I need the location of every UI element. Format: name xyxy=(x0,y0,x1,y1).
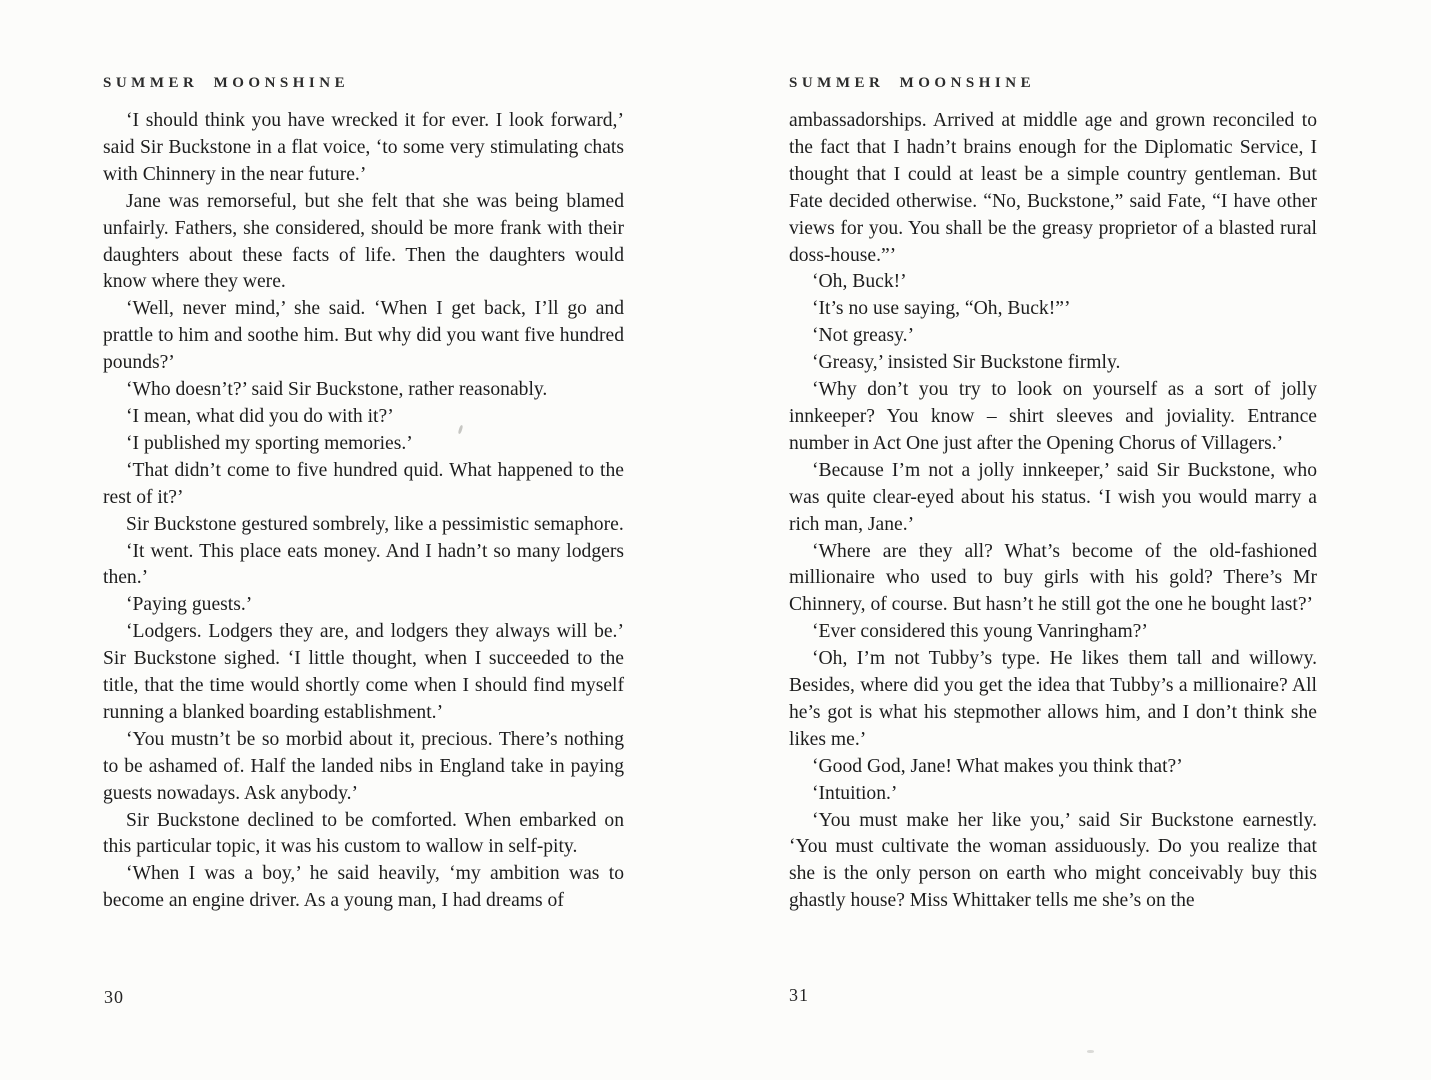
paragraph: ‘Lodgers. Lodgers they are, and lodgers they always will be.’ Sir Buckstone sighed. ‘I little thought, when I succeeded to the title, that the time would shortly come when I should find myself running a blanked boarding establishment.’ xyxy=(103,621,624,723)
page-text-left xyxy=(103,108,624,915)
running-head-left: SUMMER MOONSHINE xyxy=(103,75,350,91)
paragraph: Sir Buckstone declined to be comforted. When embarked on this particular topic, it was his custom to wallow in self-pity. xyxy=(103,809,624,858)
paragraph: ‘You mustn’t be so morbid about it, precious. There’s nothing to be ashamed of. Half the landed nibs in England take in paying guests nowadays. Ask anybody.’ xyxy=(103,728,624,804)
paragraph: ‘Oh, Buck!’ xyxy=(812,271,907,293)
paragraph: Jane was remorseful, but she felt that she was being blamed unfairly. Fathers, she considered, should be more frank with their daughters about these facts of life. Then the daughters would know where they were. xyxy=(103,190,624,293)
page-right xyxy=(789,70,1317,915)
paragraph: ‘I should think you have wrecked it for ever. I look forward,’ said Sir Buckstone in a flat voice, ‘to some very stimulating chats with Chinnery in the near future.’ xyxy=(103,110,624,185)
paragraph: ‘Well, never mind,’ she said. ‘When I get back, I’ll go and prattle to him and soothe him. But why did you want five hundred pounds?’ xyxy=(103,298,624,374)
paragraph: ‘It went. This place eats money. And I hadn’t so many lodgers then.’ xyxy=(103,540,624,589)
paragraph: ‘Not greasy.’ xyxy=(812,325,915,347)
page-left xyxy=(103,70,624,915)
paragraph: ‘Why don’t you try to look on yourself as a sort of jolly innkeeper? You know – shirt sleeves and joviality. Entrance number in Act One just after the Opening Chorus of Villagers.’ xyxy=(789,379,1317,454)
paragraph: ‘Who doesn’t?’ said Sir Buckstone, rather reasonably. xyxy=(126,379,548,401)
paragraph: ‘You must make her like you,’ said Sir Buckstone earnestly. ‘You must cultivate the woman assiduously. Do you realize that she is the only person on earth who might conceivably buy this ghastly house? Miss Whittaker tells me she’s on the xyxy=(789,809,1317,912)
paragraph: ‘That didn’t come to five hundred quid. What happened to the rest of it?’ xyxy=(103,459,624,508)
paragraph: ‘Because I’m not a jolly innkeeper,’ said Sir Buckstone, who was quite clear-eyed about his status. ‘I wish you would marry a rich man, Jane.’ xyxy=(789,459,1317,535)
paragraph: ‘Where are they all? What’s become of the old-fashioned millionaire who used to buy girls with his gold? There’s Mr Chinnery, of course. But hasn’t he still got the one he bought last?’ xyxy=(789,540,1317,616)
paragraph: ‘Intuition.’ xyxy=(812,782,898,804)
scan-speck xyxy=(1087,1050,1094,1053)
page-number-left: 30 xyxy=(104,987,124,1007)
paragraph: ‘When I was a boy,’ he said heavily, ‘my ambition was to become an engine driver. As a young man, I had dreams of xyxy=(103,863,624,912)
paragraph: ‘Oh, I’m not Tubby’s type. He likes them tall and willowy. Besides, where did you get the idea that Tubby’s a millionaire? All he’s got is what his stepmother allows him, and I don’t think she likes me.’ xyxy=(789,648,1317,750)
paragraph: ‘Paying guests.’ xyxy=(126,594,253,616)
paragraph: ‘Ever considered this young Vanringham?’ xyxy=(812,621,1148,643)
running-head-right: SUMMER MOONSHINE xyxy=(789,75,1036,91)
page-text-right xyxy=(789,108,1317,915)
paragraph: ambassadorships. Arrived at middle age and grown reconciled to the fact that I hadn’t brains enough for the Diplomatic Service, I thought that I could at least be a simple country gentleman. But Fate decided otherwise. “No, Buckstone,” said Fate, “I have other views for you. You shall be the greasy proprietor of a blasted rural doss-house.”’ xyxy=(789,110,1317,266)
paragraph: ‘Good God, Jane! What makes you think that?’ xyxy=(812,755,1183,777)
page-number-right: 31 xyxy=(789,985,809,1005)
paragraph: Sir Buckstone gestured sombrely, like a pessimistic semaphore. xyxy=(126,513,624,535)
paragraph: ‘I published my sporting memories.’ xyxy=(126,432,413,454)
paragraph: ‘I mean, what did you do with it?’ xyxy=(126,405,394,427)
paragraph: ‘Greasy,’ insisted Sir Buckstone firmly. xyxy=(812,352,1121,374)
paragraph: ‘It’s no use saying, “Oh, Buck!”’ xyxy=(812,298,1071,320)
